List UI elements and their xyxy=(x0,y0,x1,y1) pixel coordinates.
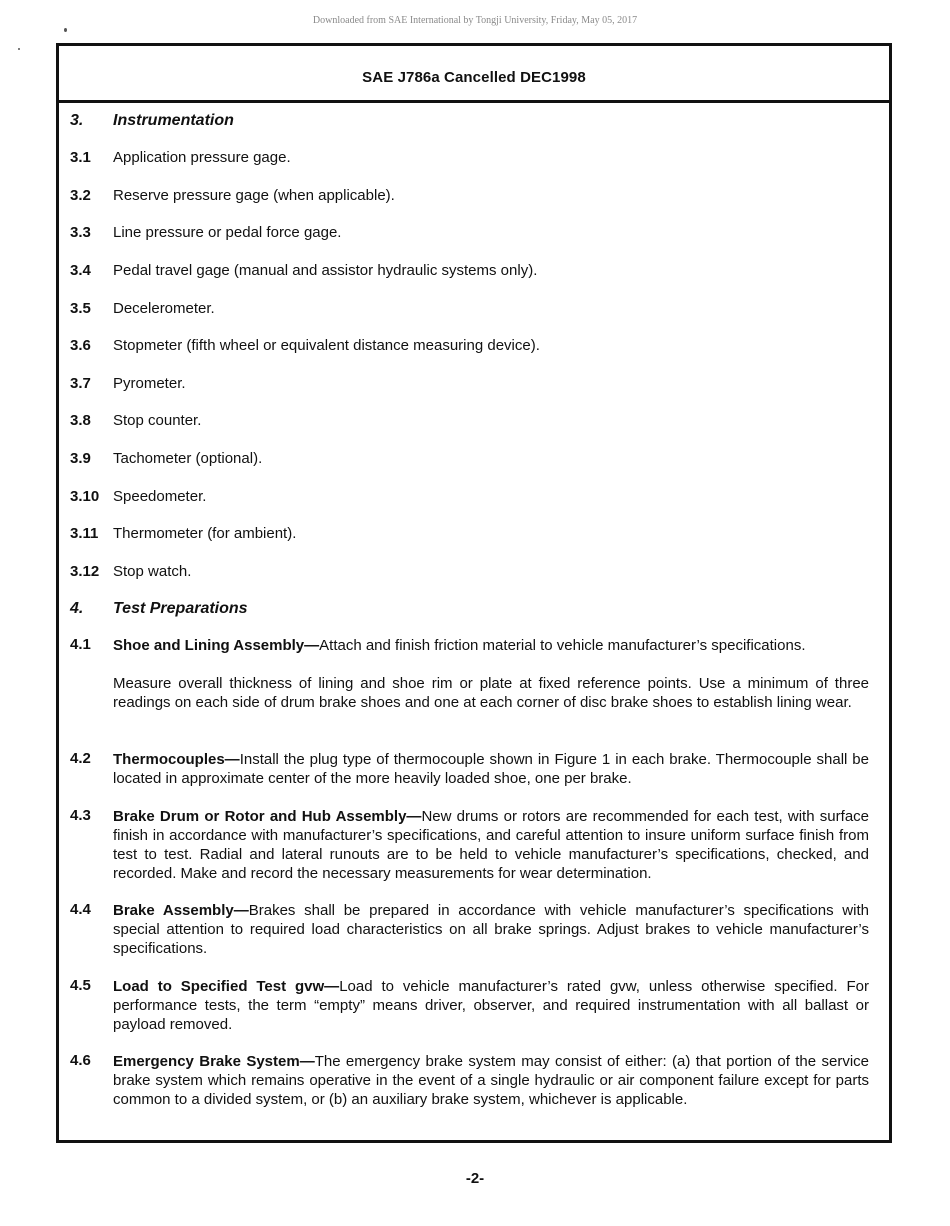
item-text: Decelerometer. xyxy=(113,300,215,317)
paragraph-lead: Brake Drum or Rotor and Hub Assembly— xyxy=(113,808,422,825)
item-number: 3.4 xyxy=(70,262,91,279)
paragraph xyxy=(113,1052,869,1109)
paragraph-text: Load to vehicle manufacturer’s rated gvw, unless otherwise specified. For performance tests, the term “empty” means driver, observer, and required instrumentation with all ballast or payload removed. xyxy=(113,978,869,1033)
section-title: Test Preparations xyxy=(113,600,248,617)
item-number: 3.12 xyxy=(70,563,100,580)
list-item xyxy=(59,299,895,318)
paragraph xyxy=(113,901,869,958)
item-text: Stop watch. xyxy=(113,563,192,580)
paragraph xyxy=(113,750,869,788)
paragraph xyxy=(113,636,869,655)
item-text: Stopmeter (fifth wheel or equivalent distance measuring device). xyxy=(113,337,540,354)
paragraph-lead: Shoe and Lining Assembly— xyxy=(113,637,320,654)
item-number: 3.6 xyxy=(70,337,91,354)
list-item xyxy=(59,411,895,430)
item-text: Tachometer (optional). xyxy=(113,450,263,467)
paragraph-lead: Brake Assembly— xyxy=(113,902,249,919)
item-text: Line pressure or pedal force gage. xyxy=(113,224,342,241)
paragraph-lead: Thermocouples— xyxy=(113,751,240,768)
item-number: 3.11 xyxy=(70,525,99,542)
list-item xyxy=(59,487,895,506)
item-text: Pedal travel gage (manual and assistor hydraulic systems only). xyxy=(113,262,538,279)
item-number: 4.6 xyxy=(70,1052,91,1069)
page-number: -2- xyxy=(465,1170,485,1187)
item-number: 3.8 xyxy=(70,412,91,429)
list-item xyxy=(59,449,895,468)
document-title: SAE J786a Cancelled DEC1998 xyxy=(362,68,586,86)
item-text: Pyrometer. xyxy=(113,375,186,392)
section-title: Instrumentation xyxy=(113,112,234,129)
paragraph-text: Install the plug type of thermocouple shown in Figure 1 in each brake. Thermocouple shall be located in approximate center of the more heavily loaded shoe, one per brake. xyxy=(113,751,869,787)
paragraph-text: The emergency brake system may consist of either: (a) that portion of the service brake system which remains operative in the event of a single hydraulic or air component failure except for parts common to a divided system, or (b) an auxiliary brake system, whichever is applicable. xyxy=(113,1053,869,1108)
section-number: 3. xyxy=(70,112,84,129)
paragraph xyxy=(113,674,869,712)
paragraph-text: New drums or rotors are recommended for each test, with surface finish in accordance with manufacturer’s specifications, and careful attention to insure uniform surface finish from test to test. Radial and lateral runouts are to be held to vehicle manufacturer’s specifications, checked, and recorded. Make and record the necessary measurements for wear determination. xyxy=(113,808,869,882)
paragraph-text: Attach and finish friction material to vehicle manufacturer’s specifications. xyxy=(319,637,806,654)
item-number: 3.9 xyxy=(70,450,91,467)
paragraph xyxy=(113,977,869,1034)
list-item xyxy=(59,261,895,280)
scan-speck xyxy=(64,28,67,32)
list-item xyxy=(59,374,895,393)
section-number: 4. xyxy=(70,600,84,617)
list-item xyxy=(59,336,895,355)
paragraph-lead: Emergency Brake System— xyxy=(113,1053,315,1070)
item-number: 3.2 xyxy=(70,187,91,204)
paragraph-text: Measure overall thickness of lining and shoe rim or plate at fixed reference points. Use a minimum of three readings on each side of drum brake shoes and one at each corner of disc brake shoes to establish lining wear. xyxy=(113,675,869,711)
scan-speck xyxy=(18,48,20,50)
item-number: 4.3 xyxy=(70,807,91,824)
item-text: Stop counter. xyxy=(113,412,202,429)
download-note: Downloaded from SAE International by Tongji University, Friday, May 05, 2017 xyxy=(312,15,638,26)
item-number: 3.10 xyxy=(70,488,100,505)
item-text: Thermometer (for ambient). xyxy=(113,525,297,542)
item-number: 3.5 xyxy=(70,300,91,317)
list-item xyxy=(59,148,895,167)
item-text: Speedometer. xyxy=(113,488,207,505)
list-item xyxy=(59,562,895,581)
section-heading xyxy=(59,599,895,618)
list-item xyxy=(59,223,895,242)
paragraph xyxy=(113,807,869,883)
item-number: 3.7 xyxy=(70,375,91,392)
item-number: 4.5 xyxy=(70,977,91,994)
item-number: 4.2 xyxy=(70,750,91,767)
document-frame xyxy=(56,43,892,1143)
section-heading xyxy=(59,111,895,130)
item-number: 4.4 xyxy=(70,901,91,918)
list-item xyxy=(59,186,895,205)
item-number: 4.1 xyxy=(70,636,91,653)
item-number: 3.1 xyxy=(70,149,91,166)
item-text: Application pressure gage. xyxy=(113,149,291,166)
paragraph-text: Brakes shall be prepared in accordance with vehicle manufacturer’s specifications with special attention to required load characteristics on all brake springs. Adjust brakes to vehicle manufacturer’s specifications. xyxy=(113,902,869,957)
item-text: Reserve pressure gage (when applicable). xyxy=(113,187,395,204)
header-band xyxy=(59,46,889,103)
paragraph-lead: Load to Specified Test gvw— xyxy=(113,978,340,995)
list-item xyxy=(59,524,895,543)
item-number: 3.3 xyxy=(70,224,91,241)
